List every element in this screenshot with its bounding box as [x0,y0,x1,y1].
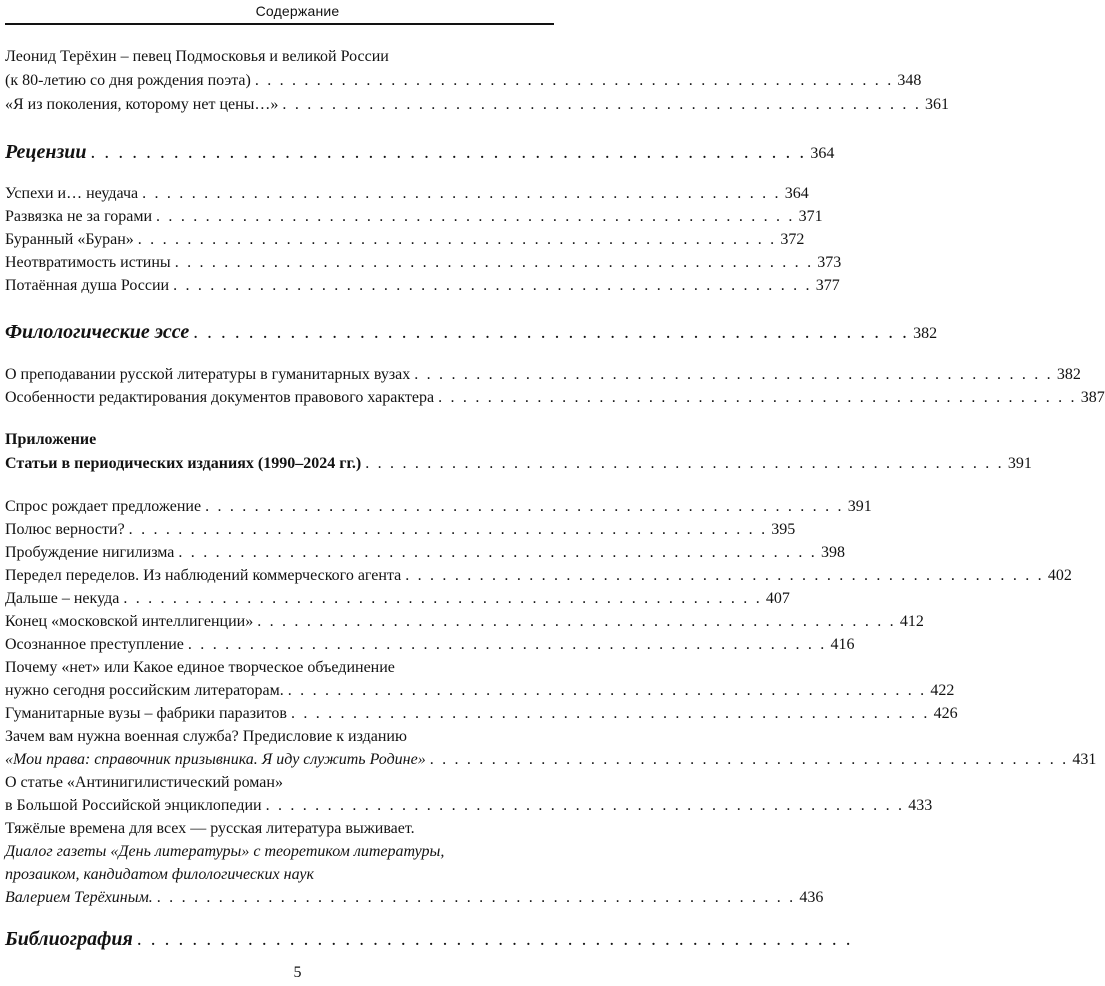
toc-entry-title: Пробуждение нигилизма [5,544,175,561]
toc-page-number: 372 [780,231,805,248]
dot-leader: . . . . . . . . . . . . . . . . . . . . . . . . . . . . . . . . . . . . . . . . . . . . . . . . . . . . [174,254,814,271]
dot-leader: . . . . . . . . . . . . . . . . . . . . . . . . . . . . . . . . . . . . . . . . . . . . . . . . . . . . [156,889,796,906]
dot-leader: . . . . . . . . . . . . . . . . . . . . . . . . . . . . . . . . . . . . . . . . . . . . . . . . . . . . [193,322,910,343]
toc-entry[interactable] [5,681,955,701]
toc-entry-title: «Мои права: справочник призывника. Я иду служить Родине» [5,751,426,768]
dot-leader: . . . . . . . . . . . . . . . . . . . . . . . . . . . . . . . . . . . . . . . . . . . . . . . . . . . . [123,590,762,607]
toc-entry-title: Диалог газеты «День литературы» с теоретиком литературы, [5,843,445,860]
toc-entry[interactable] [5,704,958,724]
toc-page-number: 361 [925,96,950,113]
toc-entry-title: О статье «Антинигилистический роман» [5,774,283,791]
toc-section-bibliography[interactable] [5,927,853,952]
toc-entry[interactable] [5,589,790,609]
toc-entry-title: О преподавании русской литературы в гуманитарных вузах [5,366,411,383]
toc-entry-title: прозаиком, кандидатом филологических наук [5,866,314,883]
toc-entry[interactable] [5,388,1105,408]
toc-entry[interactable] [5,276,840,296]
toc-section-title: Приложение [5,431,97,448]
toc-entry-title: Развязка не за горами [5,208,153,225]
toc-entry-title: Полюс верности? [5,521,125,538]
toc-section-title: Библиография [5,928,133,950]
toc-entry-title: (к 80-летию со дня рождения поэта) [5,72,251,89]
toc-page-number: 391 [847,498,872,515]
toc-page-number: 373 [817,254,842,271]
toc-entry-title: Спрос рождает предложение [5,498,202,515]
toc-entry-title: Передел переделов. Из наблюдений коммерческого агента [5,567,402,584]
dot-leader: . . . . . . . . . . . . . . . . . . . . . . . . . . . . . . . . . . . . . . . . . . . . . . . . . . . . [257,613,896,630]
dot-leader: . . . . . . . . . . . . . . . . . . . . . . . . . . . . . . . . . . . . . . . . . . . . . . . . . . . . [205,498,844,515]
toc-section-essays[interactable] [5,320,938,346]
toc-entry[interactable] [5,230,805,250]
toc-entry-title: Валерием Терёхиным. [5,889,153,906]
running-title: Содержание [255,3,340,19]
toc-entry[interactable] [5,520,796,540]
dot-leader: . . . . . . . . . . . . . . . . . . . . . . . . . . . . . . . . . . . . . . . . . . . . . . . . . . . . [128,521,768,538]
dot-leader: . . . . . . . . . . . . . . . . . . . . . . . . . . . . . . . . . . . . . . . . . . . . . . . . . . . . [429,751,1069,768]
toc-entry[interactable] [5,796,933,816]
toc-entry-title: Зачем вам нужна военная служба? Предисловие к изданию [5,728,407,745]
toc-page-number: 387 [1080,389,1105,406]
toc-page-number: 426 [933,705,958,722]
toc-entry[interactable] [5,207,823,227]
dot-leader: . . . . . . . . . . . . . . . . . . . . . . . . . . . . . . . . . . . . . . . . . . . . . . . . . . . . [365,455,1004,472]
toc-entry[interactable] [5,253,842,273]
toc-page-number: 382 [913,325,938,342]
dot-leader: . . . . . . . . . . . . . . . . . . . . . . . . . . . . . . . . . . . . . . . . . . . . . . . . . . . . [282,96,922,113]
toc-page-number: 364 [784,185,809,202]
toc-section-title: Филологические эссе [5,321,190,343]
toc-appendix-title [5,430,591,450]
toc-entry[interactable] [5,635,855,655]
toc-page-number: 382 [1056,366,1081,383]
toc-entry-line [5,865,591,885]
toc-entry-title: в Большой Российской энциклопедии [5,797,262,814]
toc-entry[interactable] [5,543,846,563]
toc-entry[interactable] [5,566,1072,586]
page-number: 5 [293,964,302,981]
toc-entry[interactable] [5,95,950,115]
toc-entry[interactable] [5,71,922,91]
dot-leader: . . . . . . . . . . . . . . . . . . . . . . . . . . . . . . . . . . . . . . . . . . . . . . . . . . . . [405,567,1044,584]
toc-section-reviews[interactable] [5,140,835,166]
toc-page-number: 433 [908,797,933,814]
toc-section-title: Рецензии [5,141,87,163]
toc-entry-line [5,773,591,793]
toc-page-number: 395 [771,521,796,538]
dot-leader: . . . . . . . . . . . . . . . . . . . . . . . . . . . . . . . . . . . . . . . . . . . . . . . . . . . . [142,185,781,202]
toc-page-number: 416 [830,636,855,653]
toc-entry-title: Конец «московской интеллигенции» [5,613,254,630]
toc-entry-line [5,819,591,839]
dot-leader: . . . . . . . . . . . . . . . . . . . . . . . . . . . . . . . . . . . . . . . . . . . . . . . . . . . . [254,72,894,89]
toc-entry-title: Осознанное преступление [5,636,184,653]
toc-entry[interactable] [5,612,924,632]
dot-leader: . . . . . . . . . . . . . . . . . . . . . . . . . . . . . . . . . . . . . . . . . . . . . . . . . . . . [156,208,795,225]
toc-page-number: 402 [1047,567,1072,584]
toc-entry-line [5,658,591,678]
toc-entry-title: Буранный «Буран» [5,231,134,248]
toc-page-number: 348 [897,72,922,89]
toc-entry-title: Почему «нет» или Какое единое творческое объединение [5,659,395,676]
toc-page-number: 364 [810,145,835,162]
dot-leader: . . . . . . . . . . . . . . . . . . . . . . . . . . . . . . . . . . . . . . . . . . . . . . . . . . . . [137,231,777,248]
toc-entry-title: Неотвратимость истины [5,254,171,271]
toc-entry-title: нужно сегодня российским литераторам. [5,682,284,699]
dot-leader: . . . . . . . . . . . . . . . . . . . . . . . . . . . . . . . . . . . . . . . . . . . . . . . . . . . . [290,705,930,722]
header-rule [5,23,554,25]
toc-page-number: 391 [1007,455,1032,472]
toc-entry-title: Успехи и… неудача [5,185,139,202]
toc-section-title: Статьи в периодических изданиях (1990–2024 гг.) [5,455,362,472]
toc-entry-title: Леонид Терёхин – певец Подмосковья и великой России [5,48,389,65]
dot-leader: . . . . . . . . . . . . . . . . . . . . . . . . . . . . . . . . . . . . . . . . . . . . . . . . . . . . [178,544,818,561]
toc-page-number: 407 [765,590,790,607]
dot-leader: . . . . . . . . . . . . . . . . . . . . . . . . . . . . . . . . . . . . . . . . . . . . . . . . . . . . [136,929,853,950]
toc-entry-line [5,842,591,862]
toc-page-number: 371 [798,208,823,225]
toc-page-number: 412 [899,613,924,630]
dot-leader: . . . . . . . . . . . . . . . . . . . . . . . . . . . . . . . . . . . . . . . . . . . . . . . . . . . . [265,797,905,814]
toc-entry-line [5,727,591,747]
dot-leader: . . . . . . . . . . . . . . . . . . . . . . . . . . . . . . . . . . . . . . . . . . . . . . . . . . . . [438,389,1077,406]
toc-entry-title: Особенности редактирования документов правового характера [5,389,435,406]
toc-entry-title: Потаённая душа России [5,277,170,294]
toc-entry[interactable] [5,497,872,517]
toc-entry-title: Гуманитарные вузы – фабрики паразитов [5,705,287,722]
toc-entry[interactable] [5,184,809,204]
toc-page-number: 377 [815,277,840,294]
dot-leader: . . . . . . . . . . . . . . . . . . . . . . . . . . . . . . . . . . . . . . . . . . . . . . . . . . . . [187,636,827,653]
toc-appendix-subtitle[interactable] [5,454,1032,474]
toc-entry[interactable] [5,750,1097,770]
toc-page-number: 422 [930,682,955,699]
toc-entry-title: «Я из поколения, которому нет цены…» [5,96,279,113]
dot-leader: . . . . . . . . . . . . . . . . . . . . . . . . . . . . . . . . . . . . . . . . . . . . . . . . . . . . [90,142,807,163]
toc-page-number: 436 [799,889,824,906]
dot-leader: . . . . . . . . . . . . . . . . . . . . . . . . . . . . . . . . . . . . . . . . . . . . . . . . . . . . [414,366,1053,383]
toc-page-number: 398 [821,544,846,561]
toc-entry-title: Тяжёлые времена для всех — русская литература выживает. [5,820,415,837]
dot-leader: . . . . . . . . . . . . . . . . . . . . . . . . . . . . . . . . . . . . . . . . . . . . . . . . . . . . [173,277,812,294]
toc-page-number: 431 [1072,751,1097,768]
toc-entry-line [5,47,591,67]
toc-entry[interactable] [5,365,1081,385]
dot-leader: . . . . . . . . . . . . . . . . . . . . . . . . . . . . . . . . . . . . . . . . . . . . . . . . . . . . [287,682,927,699]
toc-entry[interactable] [5,888,824,908]
toc-entry-title: Дальше – некуда [5,590,120,607]
